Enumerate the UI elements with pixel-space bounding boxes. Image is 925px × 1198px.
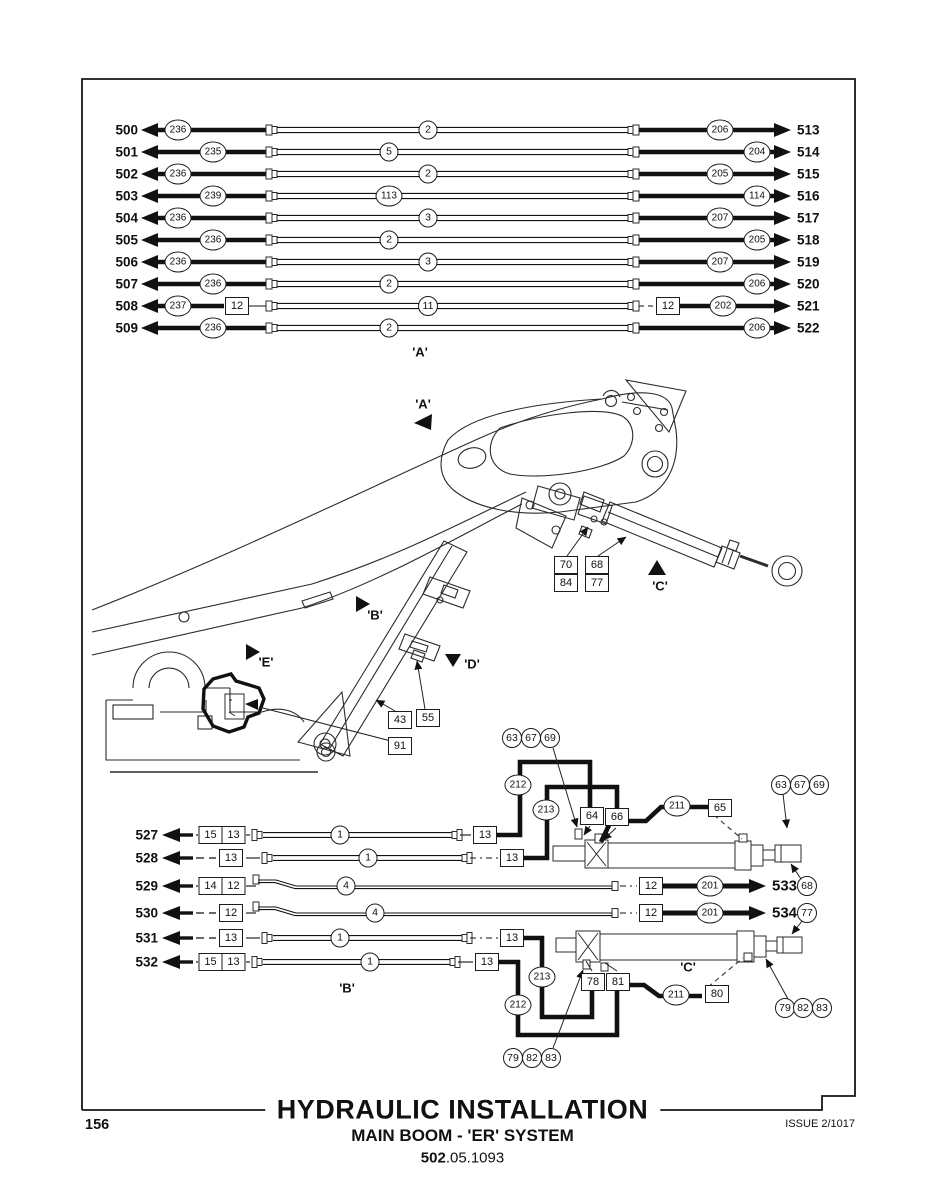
left-arrow — [162, 931, 180, 945]
page-title: HYDRAULIC INSTALLATION — [265, 1095, 660, 1126]
hose-id-label: 506 — [115, 254, 138, 270]
section-label-bottom_c: 'C' — [680, 959, 696, 975]
part-circle: 5 — [380, 143, 399, 162]
hose-coupler — [633, 235, 639, 245]
clamp-box — [199, 826, 246, 844]
part-circle: 236 — [200, 230, 227, 251]
clamp-box: 12 — [219, 904, 243, 922]
hose-coupler — [450, 959, 455, 966]
ref-circle-211: 211 — [664, 796, 691, 817]
right-arrow — [774, 277, 791, 291]
hose-coupler — [272, 281, 277, 288]
part-circle: 77 — [797, 903, 817, 923]
page-subtitle: MAIN BOOM - 'ER' SYSTEM — [351, 1126, 574, 1145]
hose-coupler — [628, 259, 633, 266]
hose-coupler — [633, 213, 639, 223]
hose-out-label: 521 — [797, 298, 820, 314]
clamp-box-cell: 15 — [204, 955, 217, 968]
hose-out-label: 513 — [797, 122, 820, 138]
part-circle: 114 — [744, 186, 771, 207]
clamp-box: 13 — [475, 953, 499, 971]
hose-out-label: 516 — [797, 188, 820, 204]
hose-coupler — [272, 237, 277, 244]
ref-box-43: 43 — [388, 711, 412, 729]
ref-circle-63: 63 — [502, 728, 522, 748]
hose-coupler — [633, 169, 639, 179]
part-circle: 236 — [165, 252, 192, 273]
hose-coupler — [628, 193, 633, 200]
ref-circle-212: 212 — [505, 775, 532, 796]
section-triangles — [246, 414, 666, 667]
part-circle: 236 — [165, 164, 192, 185]
section-label-top_a: 'A' — [412, 344, 428, 360]
part-circle: 2 — [380, 275, 399, 294]
clamp-box: 13 — [500, 929, 524, 947]
hose-out-label: 517 — [797, 210, 820, 226]
hose-coupler — [633, 257, 639, 267]
hose-out-label: 534 — [772, 904, 798, 922]
clamp-box: 12 — [639, 877, 663, 895]
hose-coupler — [266, 125, 272, 135]
ref-box-64: 64 — [580, 807, 604, 825]
hose-id-label: 505 — [115, 232, 138, 248]
hose-coupler — [628, 215, 633, 222]
right-arrow — [749, 879, 766, 893]
part-circle: 1 — [361, 953, 380, 972]
ref-box-65: 65 — [708, 799, 732, 817]
part-circle: 239 — [200, 186, 227, 207]
part-circle: 4 — [337, 877, 356, 896]
right-arrow — [774, 123, 791, 137]
clamp-box-cell: 14 — [204, 879, 217, 892]
ref-circle-212: 212 — [505, 995, 532, 1016]
section-label-boom_e: 'E' — [258, 654, 274, 670]
right-arrow — [774, 189, 791, 203]
hose-id-label: 500 — [115, 122, 138, 138]
part-circle: 236 — [165, 120, 192, 141]
part-circle: 236 — [200, 274, 227, 295]
right-arrow — [774, 145, 791, 159]
ref-circle-83: 83 — [812, 998, 832, 1018]
hose-coupler — [252, 830, 257, 841]
right-arrow — [774, 233, 791, 247]
hose-coupler — [272, 215, 277, 222]
ref-circle-79: 79 — [775, 998, 795, 1018]
clamp-box: 12 — [639, 904, 663, 922]
ref-circle-211: 211 — [663, 985, 690, 1006]
part-circle: 68 — [797, 876, 817, 896]
hose-coupler — [252, 957, 257, 968]
section-label-boom_a: 'A' — [415, 396, 431, 412]
clamp-box: 13 — [219, 849, 243, 867]
ref-box-66: 66 — [605, 808, 629, 826]
issue-label: ISSUE 2/1017 — [785, 1118, 855, 1130]
ref-circle-79: 79 — [503, 1048, 523, 1068]
hose-out-label: 522 — [797, 320, 820, 336]
ref-circle-69: 69 — [540, 728, 560, 748]
ref-box-78: 78 — [581, 973, 605, 991]
part-circle: 1 — [331, 826, 350, 845]
hose-coupler — [633, 191, 639, 201]
clamp-box: 12 — [656, 297, 680, 315]
clamp-box: 12 — [225, 297, 249, 315]
part-circle: 11 — [418, 296, 438, 316]
ref-box-80: 80 — [705, 985, 729, 1003]
clamp-box: 13 — [219, 929, 243, 947]
part-circle: 2 — [380, 319, 399, 338]
part-circle: 1 — [331, 929, 350, 948]
clamp-box — [199, 953, 246, 971]
hose-id-label: 503 — [115, 188, 138, 204]
hose-coupler — [272, 171, 277, 178]
part-circle: 236 — [200, 318, 227, 339]
part-circle: 3 — [419, 209, 438, 228]
part-circle: 206 — [744, 274, 771, 295]
section-label-boom_d: 'D' — [464, 656, 480, 672]
hose-coupler — [262, 853, 267, 864]
ref-box-68: 68 — [585, 556, 609, 574]
ref-circle-213: 213 — [533, 800, 560, 821]
ref-box-70: 70 — [554, 556, 578, 574]
part-circle: 207 — [707, 208, 734, 229]
hose-coupler — [266, 257, 272, 267]
hose-out-label: 515 — [797, 166, 820, 182]
hose-out-label: 514 — [797, 144, 820, 160]
clamp-box-cell: 12 — [222, 878, 245, 894]
hose-id-label: 502 — [115, 166, 138, 182]
hose-coupler — [266, 147, 272, 157]
document-code-bold: 502 — [420, 1149, 446, 1167]
hose-id-label: 531 — [135, 930, 158, 946]
hose-coupler — [266, 169, 272, 179]
part-circle: 236 — [165, 208, 192, 229]
left-arrow — [162, 879, 180, 893]
hose-coupler — [462, 855, 467, 862]
clamp-box-cell: 13 — [222, 827, 245, 843]
hose-coupler — [633, 147, 639, 157]
part-circle: 206 — [707, 120, 734, 141]
ref-box-84: 84 — [554, 574, 578, 592]
left-arrow — [162, 851, 180, 865]
hose-coupler — [267, 935, 272, 942]
hose-out-label: 519 — [797, 254, 820, 270]
clamp-box: 13 — [473, 826, 497, 844]
hose-coupler — [272, 193, 277, 200]
hose-coupler — [628, 303, 633, 310]
part-circle: 2 — [380, 231, 399, 250]
hose-id-label: 504 — [115, 210, 138, 226]
right-arrow — [774, 255, 791, 269]
tube-fitting — [612, 909, 618, 918]
hose-coupler — [628, 149, 633, 156]
left-arrow — [162, 955, 180, 969]
part-circle: 204 — [744, 142, 771, 163]
hose-coupler — [272, 127, 277, 134]
hose-coupler — [633, 301, 639, 311]
ref-box-91: 91 — [388, 737, 412, 755]
part-circle: 202 — [710, 296, 737, 317]
hose-coupler — [462, 935, 467, 942]
hose-id-label: 501 — [115, 144, 138, 160]
hose-coupler — [257, 959, 262, 966]
ref-circle-83: 83 — [541, 1048, 561, 1068]
part-circle: 235 — [200, 142, 227, 163]
ref-circle-67: 67 — [790, 775, 810, 795]
ref-circle-82: 82 — [522, 1048, 542, 1068]
left-arrow — [162, 828, 180, 842]
ref-circle-82: 82 — [793, 998, 813, 1018]
ref-box-81: 81 — [606, 973, 630, 991]
part-circle: 4 — [366, 904, 385, 923]
hose-id-label: 528 — [135, 850, 158, 866]
hose-coupler — [628, 171, 633, 178]
hose-id-label: 508 — [115, 298, 138, 314]
section-label-boom_c: 'C' — [652, 578, 668, 594]
ref-circle-63: 63 — [771, 775, 791, 795]
hose-coupler — [628, 237, 633, 244]
hose-coupler — [266, 235, 272, 245]
ref-circle-67: 67 — [521, 728, 541, 748]
page-number: 156 — [85, 1117, 110, 1133]
part-circle: 113 — [376, 186, 403, 207]
part-circle: 205 — [707, 164, 734, 185]
tube-fitting — [612, 882, 618, 891]
section-label-boom_b: 'B' — [367, 607, 383, 623]
hose-out-label: 518 — [797, 232, 820, 248]
ref-circle-69: 69 — [809, 775, 829, 795]
hose-id-label: 507 — [115, 276, 138, 292]
document-code-rest: .05.1093 — [445, 1149, 505, 1167]
hose-out-label: 520 — [797, 276, 820, 292]
clamp-box: 13 — [500, 849, 524, 867]
hose-coupler — [266, 279, 272, 289]
hose-id-label: 527 — [135, 827, 158, 843]
hose-id-label: 532 — [135, 954, 158, 970]
hose-coupler — [452, 832, 457, 839]
hose-coupler — [633, 323, 639, 333]
part-circle: 201 — [697, 876, 724, 897]
hose-coupler — [272, 325, 277, 332]
part-circle: 205 — [744, 230, 771, 251]
ref-box-55: 55 — [416, 709, 440, 727]
hose-coupler — [266, 213, 272, 223]
hose-out-label: 533 — [772, 877, 798, 895]
left-arrow — [162, 906, 180, 920]
clamp-box-cell: 15 — [204, 828, 217, 841]
cylinders — [553, 829, 802, 971]
right-arrow — [774, 211, 791, 225]
ref-circle-213: 213 — [529, 967, 556, 988]
boom-illustration — [92, 380, 802, 772]
hose-id-label: 529 — [135, 878, 158, 894]
hose-coupler — [272, 259, 277, 266]
hose-coupler — [628, 325, 633, 332]
right-arrow — [774, 299, 791, 313]
hose-coupler — [633, 125, 639, 135]
hose-coupler — [272, 303, 277, 310]
hose-coupler — [266, 323, 272, 333]
clamp-box — [199, 877, 246, 895]
part-circle: 3 — [419, 253, 438, 272]
part-circle: 201 — [697, 903, 724, 924]
right-arrow — [774, 167, 791, 181]
ref-box-77: 77 — [585, 574, 609, 592]
part-circle: 206 — [744, 318, 771, 339]
document-code — [421, 1150, 504, 1167]
hose-id-label: 509 — [115, 320, 138, 336]
right-arrow — [749, 906, 766, 920]
section-label-bottom_b: 'B' — [339, 980, 355, 996]
hose-coupler — [262, 933, 267, 944]
hose-coupler — [633, 279, 639, 289]
hose-coupler — [257, 832, 262, 839]
hose-coupler — [266, 301, 272, 311]
part-circle: 2 — [419, 121, 438, 140]
part-circle: 237 — [165, 296, 192, 317]
part-circle: 207 — [707, 252, 734, 273]
part-circle: 2 — [419, 165, 438, 184]
hose-coupler — [628, 127, 633, 134]
hose-coupler — [266, 191, 272, 201]
hose-coupler — [272, 149, 277, 156]
clamp-box-cell: 13 — [222, 954, 245, 970]
hose-id-label: 530 — [135, 905, 158, 921]
right-arrow — [774, 321, 791, 335]
part-circle: 1 — [359, 849, 378, 868]
hose-coupler — [267, 855, 272, 862]
hose-coupler — [628, 281, 633, 288]
